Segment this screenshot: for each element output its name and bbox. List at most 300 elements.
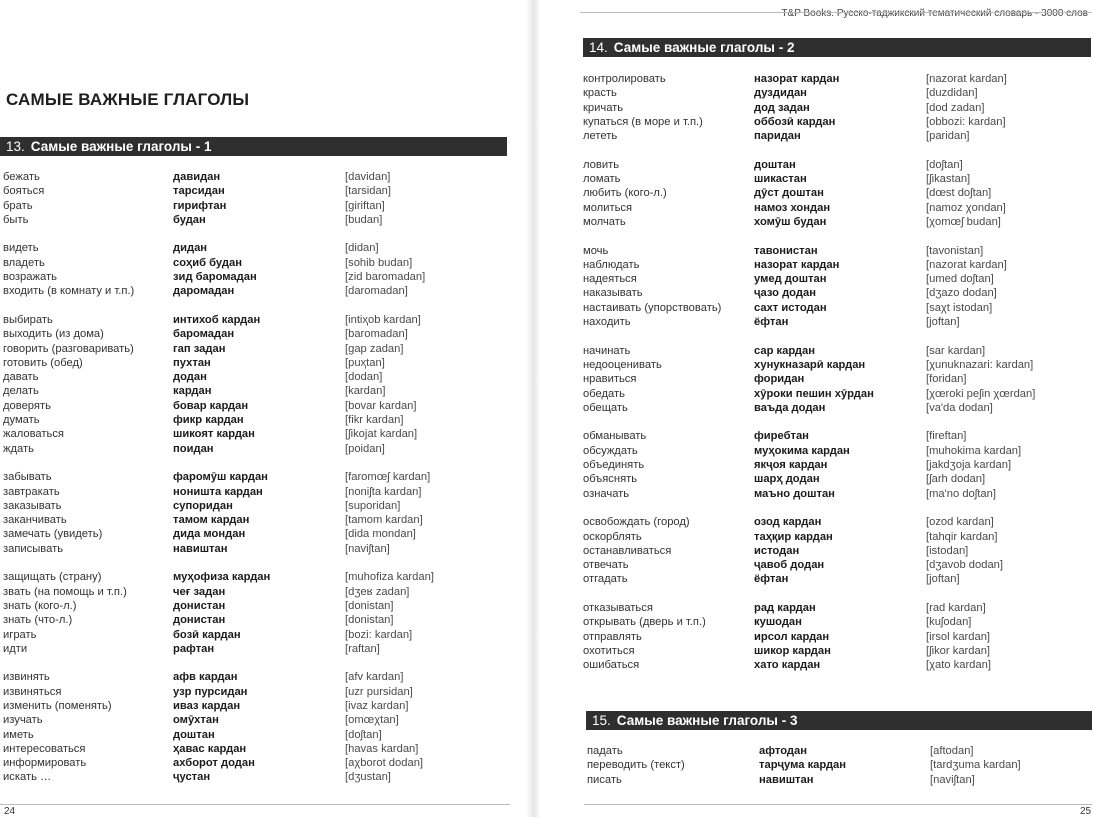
russian-word: давать: [3, 371, 39, 384]
transcription: [muhokima kardan]: [926, 444, 1022, 457]
russian-word: ломать: [583, 173, 621, 186]
tajik-word: гирифтан: [173, 199, 227, 212]
russian-word: идти: [3, 642, 28, 655]
vocab-entry: [583, 244, 1093, 258]
russian-word: видеть: [3, 242, 39, 255]
vocab-entry: [3, 241, 503, 255]
russian-word: извиняться: [3, 685, 62, 698]
tajik-word: умед доштан: [754, 273, 827, 286]
section-title: Самые важные глаголы - 2: [613, 40, 795, 55]
vocab-entry: [583, 201, 1093, 215]
russian-word: ждать: [3, 442, 34, 455]
russian-word: надеяться: [583, 273, 637, 286]
transcription: [aχborot dodan]: [345, 757, 424, 770]
transcription: [dida mondan]: [345, 528, 416, 541]
tajik-word: навиштан: [173, 542, 228, 555]
section-title: Самые важные глаголы - 3: [616, 713, 798, 728]
section-header-14: [583, 38, 1091, 57]
tajik-word: хомӯш будан: [754, 215, 827, 228]
transcription: [nazorat kardan]: [926, 258, 1007, 271]
russian-word: лететь: [583, 130, 618, 143]
transcription: [naviʃtan]: [345, 542, 390, 555]
book-gutter: [526, 0, 540, 817]
vocab-entry: [587, 744, 1094, 758]
russian-word: возражать: [3, 271, 57, 284]
vocab-entry: [3, 570, 503, 584]
russian-word: оскорблять: [583, 530, 642, 543]
transcription: [davidan]: [345, 171, 391, 183]
russian-word: изменить (поменять): [3, 699, 112, 712]
transcription: [ozod kardan]: [926, 516, 994, 529]
tajik-word: супоридан: [173, 499, 233, 512]
vocab-entry: [583, 401, 1093, 415]
transcription: [χomœʃ budan]: [926, 215, 1001, 228]
vocab-entry: [583, 115, 1093, 129]
vocab-entry: [587, 758, 1094, 772]
vocab-entry: [3, 642, 503, 656]
tajik-word: шарҳ додан: [754, 473, 820, 486]
tajik-word: ёфтан: [754, 573, 789, 586]
vocab-group: [583, 429, 1093, 500]
vocab-entry: [583, 558, 1093, 572]
vocab-entry: [3, 599, 503, 613]
vocab-entry: [583, 444, 1093, 458]
transcription: [baromadan]: [345, 328, 408, 341]
vocab-entry: [3, 327, 503, 341]
vocab-entry: [3, 213, 503, 227]
tajik-word: шикоят кардан: [173, 428, 255, 441]
vocab-entry: [583, 272, 1093, 286]
vocab-entry: [583, 344, 1093, 358]
vocab-entry: [3, 670, 503, 684]
russian-word: ловить: [583, 158, 620, 171]
vocab-entry: [583, 630, 1093, 644]
vocab-entry: [3, 270, 503, 284]
vocab-entry: [583, 515, 1093, 529]
tajik-word: фикр кардан: [173, 414, 244, 427]
running-header: T&P Books. Русско-таджикский тематический словарь - 3000 слов: [781, 8, 1088, 19]
tajik-word: ирсол кардан: [754, 630, 830, 643]
tajik-word: ахборот додан: [173, 757, 255, 770]
section-number: 13.: [6, 139, 25, 154]
transcription: [ʃikastan]: [926, 173, 971, 186]
russian-word: отвечать: [583, 559, 629, 572]
section-number: 14.: [589, 40, 608, 55]
tajik-word: дида мондан: [173, 528, 246, 541]
vocab-entry: [3, 699, 503, 713]
tajik-word: хунукназарӣ кардан: [754, 358, 866, 371]
vocab-entry: [583, 644, 1093, 658]
russian-word: замечать (увидеть): [3, 528, 103, 541]
transcription: [zid baromadan]: [345, 271, 426, 284]
tajik-word: тавонистан: [754, 244, 818, 257]
tajik-word: пухтан: [173, 356, 211, 369]
transcription: [namoz χondan]: [926, 201, 1006, 214]
transcription: [raftan]: [345, 642, 380, 655]
tajik-word: оббозӣ кардан: [754, 115, 836, 128]
transcription: [ʃarh dodan]: [926, 473, 986, 486]
transcription: [duzdidan]: [926, 87, 978, 100]
tajik-word: кушодан: [754, 616, 802, 629]
tajik-word: чеғ задан: [173, 585, 226, 598]
russian-word: освобождать (город): [583, 516, 690, 529]
transcription: [nazorat kardan]: [926, 73, 1007, 85]
transcription: [dʒustan]: [345, 771, 391, 784]
tajik-word: ноништа кардан: [173, 485, 263, 498]
russian-word: владеть: [3, 256, 45, 269]
transcription: [intiҳob kardan]: [345, 313, 421, 326]
vocab-entry: [3, 485, 503, 499]
russian-word: обещать: [583, 401, 628, 414]
transcription: [joftan]: [926, 316, 960, 329]
russian-word: переводить (текст): [587, 759, 685, 772]
vocab-group: [583, 515, 1093, 586]
transcription: [kuʃodan]: [926, 616, 972, 629]
tajik-word: хато кардан: [754, 659, 821, 672]
russian-word: контролировать: [583, 73, 666, 85]
transcription: [fikr kardan]: [345, 414, 404, 427]
vocab-entry: [3, 256, 503, 270]
transcription: [sohib budan]: [345, 256, 413, 269]
russian-word: находить: [583, 316, 631, 329]
vocab-group: [3, 570, 503, 656]
vocab-entry: [3, 442, 503, 456]
transcription: [tahqir kardan]: [926, 530, 998, 543]
tajik-word: муҳокима кардан: [754, 444, 850, 457]
transcription: [bozi: kardan]: [345, 628, 413, 641]
vocab-group: [583, 344, 1093, 415]
tajik-word: сахт истодан: [754, 301, 827, 314]
russian-word: бежать: [3, 171, 40, 183]
russian-word: играть: [3, 628, 37, 641]
russian-word: иметь: [3, 728, 34, 741]
tajik-word: дод задан: [754, 101, 810, 114]
transcription: [tavonistan]: [926, 244, 984, 257]
vocab-entry: [583, 129, 1093, 143]
transcription: [dœst doʃtan]: [926, 187, 992, 200]
tajik-word: рад кардан: [754, 601, 816, 614]
tajik-word: рафтан: [173, 642, 215, 655]
russian-word: настаивать (упорствовать): [583, 301, 722, 314]
russian-word: недооценивать: [583, 358, 662, 371]
vocab-list-14: [583, 72, 1093, 687]
transcription: [umed doʃtan]: [926, 273, 994, 286]
tajik-word: шикор кардан: [754, 644, 831, 657]
vocab-entry: [583, 572, 1093, 586]
tajik-word: форидан: [754, 373, 805, 386]
vocab-entry: [583, 158, 1093, 172]
vocab-entry: [583, 258, 1093, 272]
russian-word: купаться (в море и т.п.): [583, 115, 703, 128]
russian-word: информировать: [3, 757, 87, 770]
vocab-entry: [3, 399, 503, 413]
vocab-entry: [3, 770, 503, 784]
tajik-word: тарсидан: [173, 185, 225, 198]
vocab-entry: [3, 199, 503, 213]
russian-word: обедать: [583, 387, 625, 400]
transcription: [dodan]: [345, 371, 383, 384]
transcription: [sar kardan]: [926, 344, 986, 357]
vocab-entry: [3, 499, 503, 513]
transcription: [didan]: [345, 242, 379, 255]
vocab-entry: [583, 358, 1093, 372]
vocab-list-15: [587, 744, 1094, 801]
russian-word: объединять: [583, 459, 645, 472]
transcription: [havas kardan]: [345, 742, 419, 755]
tajik-word: ҷавоб додан: [754, 559, 825, 572]
vocab-entry: [583, 487, 1093, 501]
transcription: [giriftan]: [345, 199, 385, 212]
russian-word: быть: [3, 213, 29, 226]
transcription: [budan]: [345, 213, 383, 226]
vocab-entry: [3, 513, 503, 527]
russian-word: завтракать: [3, 485, 60, 498]
tajik-word: гап задан: [173, 342, 226, 355]
tajik-word: тарҷума кардан: [759, 759, 847, 772]
russian-word: знать (что-л.): [3, 614, 73, 627]
russian-word: звать (на помощь и т.п.): [3, 585, 127, 598]
vocab-entry: [3, 284, 503, 298]
tajik-word: донистан: [173, 614, 226, 627]
tajik-word: узр пурсидан: [173, 685, 248, 698]
vocab-entry: [583, 544, 1093, 558]
tajik-word: ҳавас кардан: [173, 742, 247, 755]
vocab-entry: [3, 184, 503, 198]
transcription: [uzr pursidan]: [345, 685, 413, 698]
russian-word: любить (кого-л.): [583, 187, 667, 200]
vocab-entry: [3, 728, 503, 742]
transcription: [tardʒuma kardan]: [930, 759, 1021, 772]
footer-rule: [584, 804, 1092, 805]
transcription: [bovar kardan]: [345, 399, 417, 412]
russian-word: знать (кого-л.): [3, 599, 77, 612]
tajik-word: баромадан: [173, 328, 235, 341]
tajik-word: афтодан: [759, 745, 807, 757]
vocab-entry: [583, 658, 1093, 672]
russian-word: делать: [3, 385, 39, 398]
transcription: [jakdʒoja kardan]: [926, 459, 1012, 472]
russian-word: извинять: [3, 671, 50, 684]
chapter-title: САМЫЕ ВАЖНЫЕ ГЛАГОЛЫ: [6, 90, 250, 109]
vocab-group: [583, 601, 1093, 672]
russian-word: отказываться: [583, 601, 653, 614]
vocab-entry: [583, 472, 1093, 486]
transcription: [dod zadan]: [926, 101, 985, 114]
vocab-entry: [3, 585, 503, 599]
vocab-entry: [3, 370, 503, 384]
russian-word: красть: [583, 87, 617, 100]
tajik-word: хӯроки пешин хӯрдан: [754, 387, 874, 400]
vocab-group: [583, 72, 1093, 143]
vocab-entry: [583, 186, 1093, 200]
vocab-group: [3, 470, 503, 556]
transcription: [kardan]: [345, 385, 386, 398]
transcription: [doʃtan]: [345, 728, 382, 741]
russian-word: наказывать: [583, 287, 643, 300]
vocab-entry: [3, 713, 503, 727]
section-header-15: [586, 711, 1092, 730]
transcription: [paridan]: [926, 130, 970, 143]
russian-word: ошибаться: [583, 659, 640, 672]
russian-word: начинать: [583, 344, 631, 357]
vocab-entry: [583, 286, 1093, 300]
tajik-word: дуздидан: [754, 87, 807, 100]
transcription: [ma'no doʃtan]: [926, 487, 996, 500]
vocab-entry: [583, 86, 1093, 100]
vocab-group: [3, 313, 503, 456]
russian-word: заказывать: [3, 499, 62, 512]
vocab-group: [587, 744, 1094, 787]
tajik-word: назорат кардан: [754, 73, 840, 85]
vocab-entry: [3, 427, 503, 441]
vocab-group: [3, 170, 503, 227]
tajik-word: назорат кардан: [754, 258, 840, 271]
tajik-word: доштан: [754, 158, 796, 171]
russian-word: отгадать: [583, 573, 628, 586]
vocab-list-13: [3, 170, 503, 799]
russian-word: защищать (страну): [3, 571, 102, 584]
russian-word: наблюдать: [583, 258, 640, 271]
tajik-word: дидан: [173, 242, 208, 255]
tajik-word: зид баромадан: [173, 271, 257, 284]
transcription: [χunuknazari: kardan]: [926, 358, 1034, 371]
russian-word: искать …: [3, 771, 52, 784]
tajik-word: доштан: [173, 728, 215, 741]
vocab-entry: [583, 601, 1093, 615]
russian-word: заканчивать: [3, 514, 67, 527]
russian-word: молчать: [583, 215, 626, 228]
vocab-entry: [583, 458, 1093, 472]
russian-word: означать: [583, 487, 630, 500]
vocab-group: [3, 670, 503, 784]
tajik-word: навиштан: [759, 773, 814, 786]
russian-word: думать: [3, 414, 40, 427]
russian-word: записывать: [3, 542, 64, 555]
tajik-word: афв кардан: [173, 671, 238, 684]
transcription: [joftan]: [926, 573, 960, 586]
tajik-word: бозӣ кардан: [173, 628, 241, 641]
vocab-entry: [587, 773, 1094, 787]
transcription: [omœχtan]: [345, 714, 399, 727]
russian-word: обманывать: [583, 430, 647, 443]
transcription: [muhofiza kardan]: [345, 571, 434, 584]
vocab-entry: [3, 470, 503, 484]
vocab-entry: [3, 342, 503, 356]
transcription: [dʒeʁ zadan]: [345, 585, 410, 598]
vocab-entry: [3, 313, 503, 327]
tajik-word: маъно доштан: [754, 487, 835, 500]
transcription: [χato kardan]: [926, 659, 991, 672]
transcription: [ʃikor kardan]: [926, 644, 991, 657]
transcription: [tamom kardan]: [345, 514, 423, 527]
russian-word: обсуждать: [583, 444, 638, 457]
russian-word: отправлять: [583, 630, 642, 643]
tajik-word: шикастан: [754, 173, 807, 186]
russian-word: охотиться: [583, 644, 635, 657]
russian-word: готовить (обед): [3, 356, 83, 369]
transcription: [tarsidan]: [345, 185, 392, 198]
russian-word: жаловаться: [3, 428, 64, 441]
tajik-word: фиребтан: [754, 430, 809, 443]
russian-word: нравиться: [583, 373, 637, 386]
tajik-word: поидан: [173, 442, 214, 455]
transcription: [rad kardan]: [926, 601, 986, 614]
tajik-word: сар кардан: [754, 344, 815, 357]
transcription: [puҳtan]: [345, 356, 385, 369]
footer-rule: [0, 804, 510, 805]
russian-word: останавливаться: [583, 544, 672, 557]
russian-word: забывать: [3, 471, 52, 484]
transcription: [irsol kardan]: [926, 630, 991, 643]
tajik-word: муҳофиза кардан: [173, 571, 271, 584]
transcription: [doʃtan]: [926, 158, 963, 171]
transcription: [daromadan]: [345, 285, 408, 298]
transcription: [ivaz kardan]: [345, 699, 409, 712]
tajik-word: якҷоя кардан: [754, 459, 828, 472]
section-number: 15.: [592, 713, 611, 728]
vocab-entry: [583, 101, 1093, 115]
tajik-word: тамом кардан: [173, 514, 250, 527]
tajik-word: фаромӯш кардан: [173, 471, 268, 484]
transcription: [poidan]: [345, 442, 385, 455]
russian-word: доверять: [3, 399, 51, 412]
vocab-entry: [583, 215, 1093, 229]
tajik-word: намоз хондан: [754, 201, 831, 214]
tajik-word: даромадан: [173, 285, 235, 298]
vocab-entry: [3, 542, 503, 556]
russian-word: входить (в комнату и т.п.): [3, 285, 135, 298]
russian-word: молиться: [583, 201, 633, 214]
transcription: [donistan]: [345, 614, 394, 627]
russian-word: кричать: [583, 101, 624, 114]
tajik-word: истодан: [754, 544, 800, 557]
russian-word: мочь: [583, 244, 609, 257]
page-number-left: 24: [4, 806, 16, 817]
tajik-word: будан: [173, 213, 206, 226]
tajik-word: бовар кардан: [173, 399, 249, 412]
tajik-word: ёфтан: [754, 316, 789, 329]
russian-word: говорить (разговаривать): [3, 342, 134, 355]
transcription: [noniʃta kardan]: [345, 485, 422, 498]
vocab-entry: [583, 301, 1093, 315]
vocab-entry: [583, 615, 1093, 629]
tajik-word: додан: [173, 371, 207, 384]
russian-word: бояться: [3, 185, 45, 198]
header-rule: [580, 12, 1092, 13]
tajik-word: дӯст доштан: [754, 187, 824, 200]
vocab-entry: [3, 613, 503, 627]
vocab-group: [583, 158, 1093, 229]
transcription: [fireftan]: [926, 430, 967, 443]
transcription: [faromœʃ kardan]: [345, 471, 431, 484]
tajik-word: интихоб кардан: [173, 313, 261, 326]
transcription: [dʒazo dodan]: [926, 287, 997, 300]
left-page: [0, 0, 520, 817]
russian-word: брать: [3, 199, 33, 212]
russian-word: интересоваться: [3, 742, 86, 755]
tajik-word: ҷазо додан: [754, 287, 816, 300]
russian-word: падать: [587, 745, 623, 757]
russian-word: выбирать: [3, 313, 53, 326]
transcription: [aftodan]: [930, 745, 974, 757]
vocab-entry: [3, 742, 503, 756]
transcription: [foridan]: [926, 373, 967, 386]
vocab-entry: [583, 372, 1093, 386]
russian-word: открывать (дверь и т.п.): [583, 616, 706, 629]
vocab-group: [3, 241, 503, 298]
vocab-entry: [3, 356, 503, 370]
transcription: [istodan]: [926, 544, 969, 557]
